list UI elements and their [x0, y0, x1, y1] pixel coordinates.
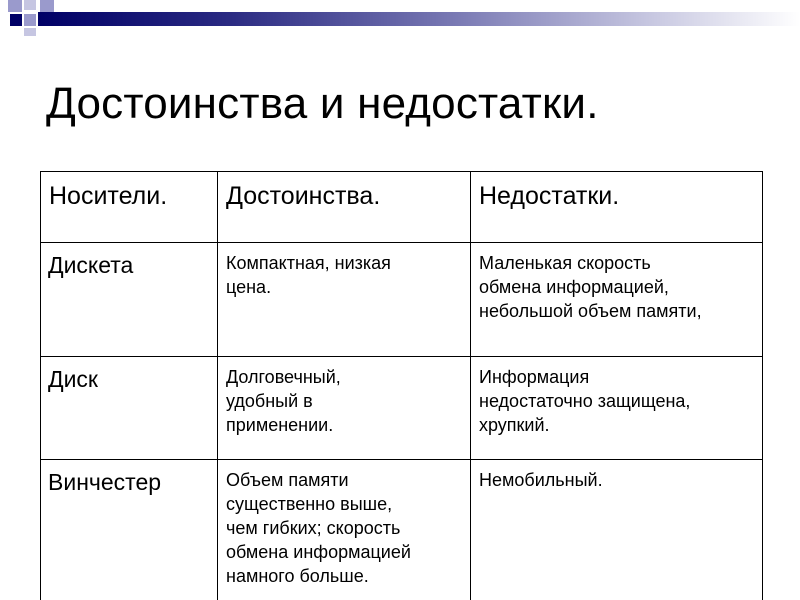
- header-advantages: Достоинства.: [218, 172, 471, 243]
- advantages-cell: Объем памяти существенно выше, чем гибких; скорость обмена информацией намного больше.: [218, 460, 471, 600]
- header-decoration: [0, 0, 800, 36]
- decor-square: [10, 14, 22, 26]
- gradient-bar: [38, 12, 800, 26]
- advantages-cell: Компактная, низкая цена.: [218, 243, 471, 357]
- decor-square: [24, 0, 36, 10]
- decor-square: [8, 0, 22, 12]
- media-name: Диск: [41, 357, 218, 460]
- advantages-cell: Долговечный, удобный в применении.: [218, 357, 471, 460]
- header-disadvantages: Недостатки.: [471, 172, 763, 243]
- table-row: [41, 243, 763, 357]
- media-name: Винчестер: [41, 460, 218, 600]
- disadvantages-cell: Информация недостаточно защищена, хрупкий.: [471, 357, 763, 460]
- table-row: [41, 460, 763, 600]
- table-row: [41, 357, 763, 460]
- comparison-table: [40, 171, 763, 600]
- table-header-row: [41, 172, 763, 243]
- decor-square: [24, 14, 36, 26]
- header-media: Носители.: [41, 172, 218, 243]
- decor-square: [24, 28, 36, 36]
- disadvantages-cell: Маленькая скорость обмена информацией, небольшой объем памяти,: [471, 243, 763, 357]
- decor-square: [40, 0, 54, 12]
- slide-title: Достоинства и недостатки.: [46, 79, 599, 128]
- media-name: Дискета: [41, 243, 218, 357]
- disadvantages-cell: Немобильный.: [471, 460, 763, 600]
